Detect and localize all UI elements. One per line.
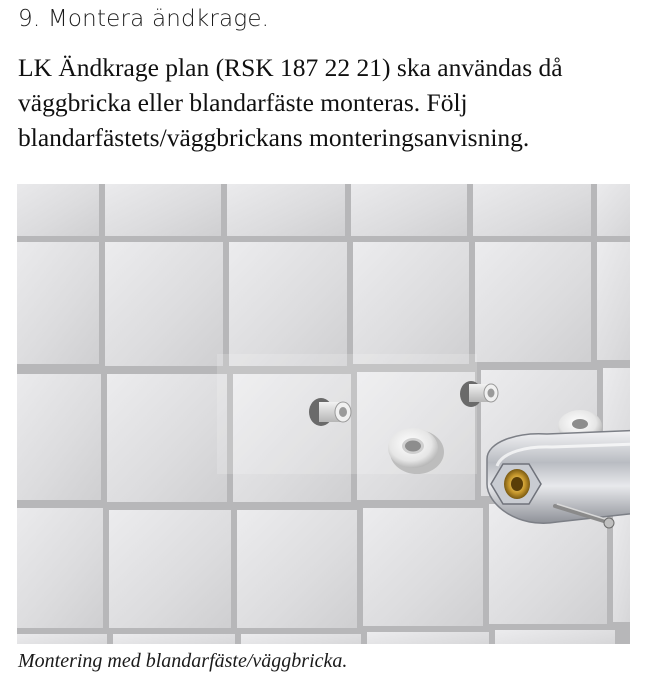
- installation-photo: [17, 184, 630, 644]
- step-title: 9. Montera ändkrage.: [18, 6, 270, 32]
- figure-caption: Montering med blandarfäste/väggbricka.: [18, 650, 348, 672]
- instruction-text: LK Ändkrage plan (RSK 187 22 21) ska användas då väggbricka eller blandarfäste monteras. Följ blandarfästets/väggbrickans monteringsanvisning.: [18, 53, 563, 152]
- pipe-end-left: [309, 398, 351, 426]
- mixer-bracket: [487, 430, 630, 523]
